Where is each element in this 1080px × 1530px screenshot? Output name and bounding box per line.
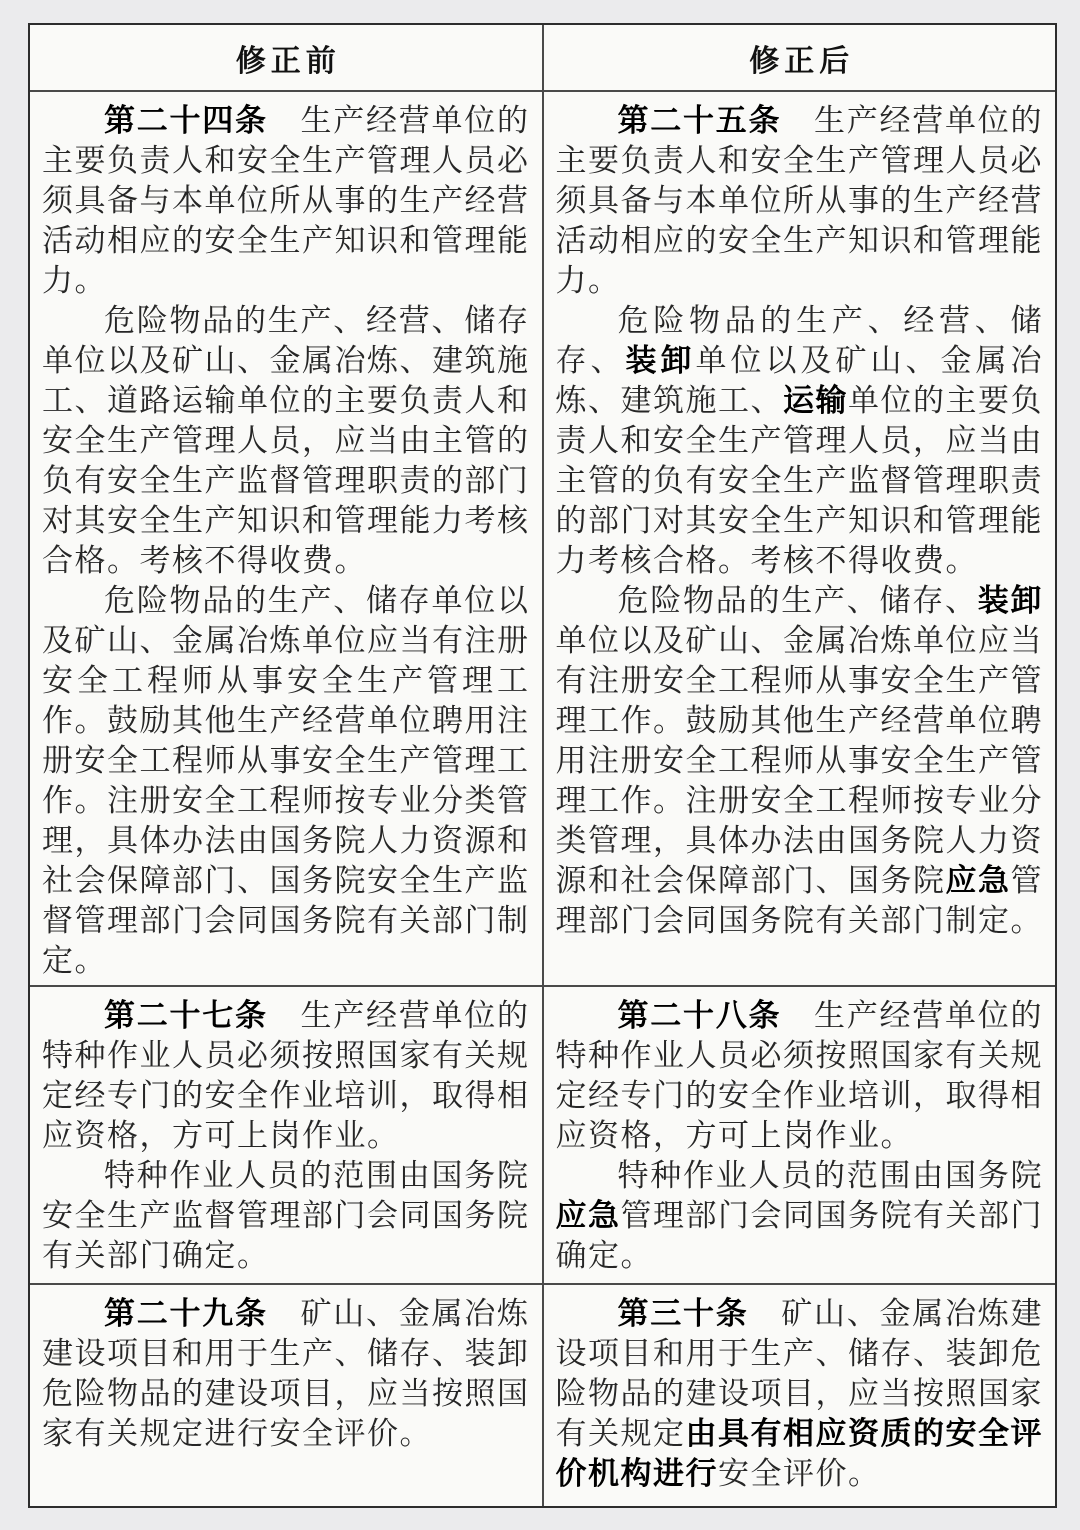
bold-text-segment: 运输 — [783, 383, 848, 418]
bold-text-segment: 第二十九条 — [104, 1296, 268, 1331]
after-amendment-cell — [544, 987, 1056, 1283]
text-segment: 单位以及矿山、金属冶炼单位应当有注册安全工程师从事安全生产管理工作。鼓励其他生产经营单位聘用注册安全工程师从事安全生产管理工作。注册安全工程师按专业分类管理，具体办法由国务院人力资源和社会保障部门、国务院 — [555, 623, 1043, 898]
text-segment: 特种作业人员的范围由国务院安全生产监督管理部门会同国务院有关部门确定。 — [42, 1158, 530, 1273]
table-row — [30, 985, 1055, 1283]
paragraph — [42, 996, 530, 1156]
text-segment: 管理部门会同国务院有关部门制定。 — [555, 863, 1043, 938]
table-header-row — [30, 25, 1055, 92]
paragraph — [42, 301, 530, 581]
before-amendment-cell — [30, 92, 544, 985]
paragraph — [556, 996, 1044, 1156]
paragraph — [556, 101, 1044, 301]
text-segment: 矿山、金属冶炼建设项目和用于生产、储存、装卸危险物品的建设项目，应当按照国家有关规定进行安全评价。 — [42, 1296, 530, 1451]
header-cell-after-amendment: 修正后 — [749, 44, 855, 78]
text-segment: 管理部门会同国务院有关部门确定。 — [555, 1198, 1043, 1273]
bold-text-segment: 第二十七条 — [104, 998, 268, 1033]
bold-text-segment: 第三十条 — [617, 1296, 749, 1331]
text-segment: 生产经营单位的特种作业人员必须按照国家有关规定经专门的安全作业培训，取得相应资格，方可上岗作业。 — [42, 998, 530, 1153]
paragraph — [556, 581, 1044, 941]
after-amendment-cell — [544, 92, 1056, 985]
paragraph — [42, 581, 530, 981]
paragraph — [42, 1156, 530, 1276]
after-amendment-cell — [544, 1285, 1056, 1506]
header-cell-before-amendment: 修正前 — [30, 25, 544, 90]
before-amendment-cell — [30, 1285, 544, 1506]
paragraph — [556, 1294, 1044, 1494]
bold-text-segment: 装卸 — [625, 343, 696, 378]
text-segment: 危险物品的生产、经营、储存单位以及矿山、金属冶炼、建筑施工、道路运输单位的主要负责人和安全生产管理人员，应当由主管的负有安全生产监督管理职责的部门对其安全生产知识和管理能力考核合格。考核不得收费。 — [42, 303, 530, 578]
bold-text-segment: 第二十八条 — [617, 998, 782, 1033]
bold-text-segment: 应急 — [555, 1198, 621, 1233]
text-segment: 危险物品的生产、储存、 — [617, 583, 978, 618]
text-segment: 矿山、金属冶炼建设项目和用于生产、储存、装卸危险物品的建设项目，应当按照国家有关规定 — [555, 1296, 1043, 1451]
text-segment: 单位以及矿山、金属冶炼、建筑施工、 — [555, 343, 1043, 418]
paragraph — [556, 1156, 1044, 1276]
text-segment: 危险物品的生产、储存单位以及矿山、金属冶炼单位应当有注册安全工程师从事安全生产管理工作。鼓励其他生产经营单位聘用注册安全工程师从事安全生产管理工作。注册安全工程师按专业分类管理，具体办法由国务院人力资源和社会保障部门、国务院安全生产监督管理部门会同国务院有关部门制定。 — [42, 583, 530, 978]
text-segment: 生产经营单位的主要负责人和安全生产管理人员必须具备与本单位所从事的生产经营活动相应的安全生产知识和管理能力。 — [42, 103, 530, 298]
text-segment: 安全评价。 — [718, 1456, 881, 1491]
comparison-table — [28, 23, 1057, 1508]
bold-text-segment: 第二十五条 — [617, 103, 782, 138]
text-segment: 生产经营单位的主要负责人和安全生产管理人员必须具备与本单位所从事的生产经营活动相应的安全生产知识和管理能力。 — [555, 103, 1043, 298]
text-segment: 生产经营单位的特种作业人员必须按照国家有关规定经专门的安全作业培训，取得相应资格，方可上岗作业。 — [555, 998, 1043, 1153]
bold-text-segment: 第二十四条 — [104, 103, 268, 138]
text-segment: 单位的主要负责人和安全生产管理人员，应当由主管的负有安全生产监督管理职责的部门对其安全生产知识和管理能力考核合格。考核不得收费。 — [555, 383, 1043, 578]
text-segment: 危险物品的生产、经营、储存、 — [555, 303, 1043, 378]
paragraph — [42, 101, 530, 301]
paragraph — [42, 1294, 530, 1454]
text-segment: 特种作业人员的范围由国务院 — [617, 1158, 1043, 1193]
bold-text-segment: 装卸 — [977, 583, 1043, 618]
bold-text-segment: 应急 — [945, 863, 1011, 898]
table-row — [30, 92, 1055, 985]
paragraph — [556, 301, 1044, 581]
before-amendment-cell — [30, 987, 544, 1283]
table-row — [30, 1283, 1055, 1506]
bold-text-segment: 由具有相应资质的安全评价机构进行 — [555, 1416, 1043, 1491]
